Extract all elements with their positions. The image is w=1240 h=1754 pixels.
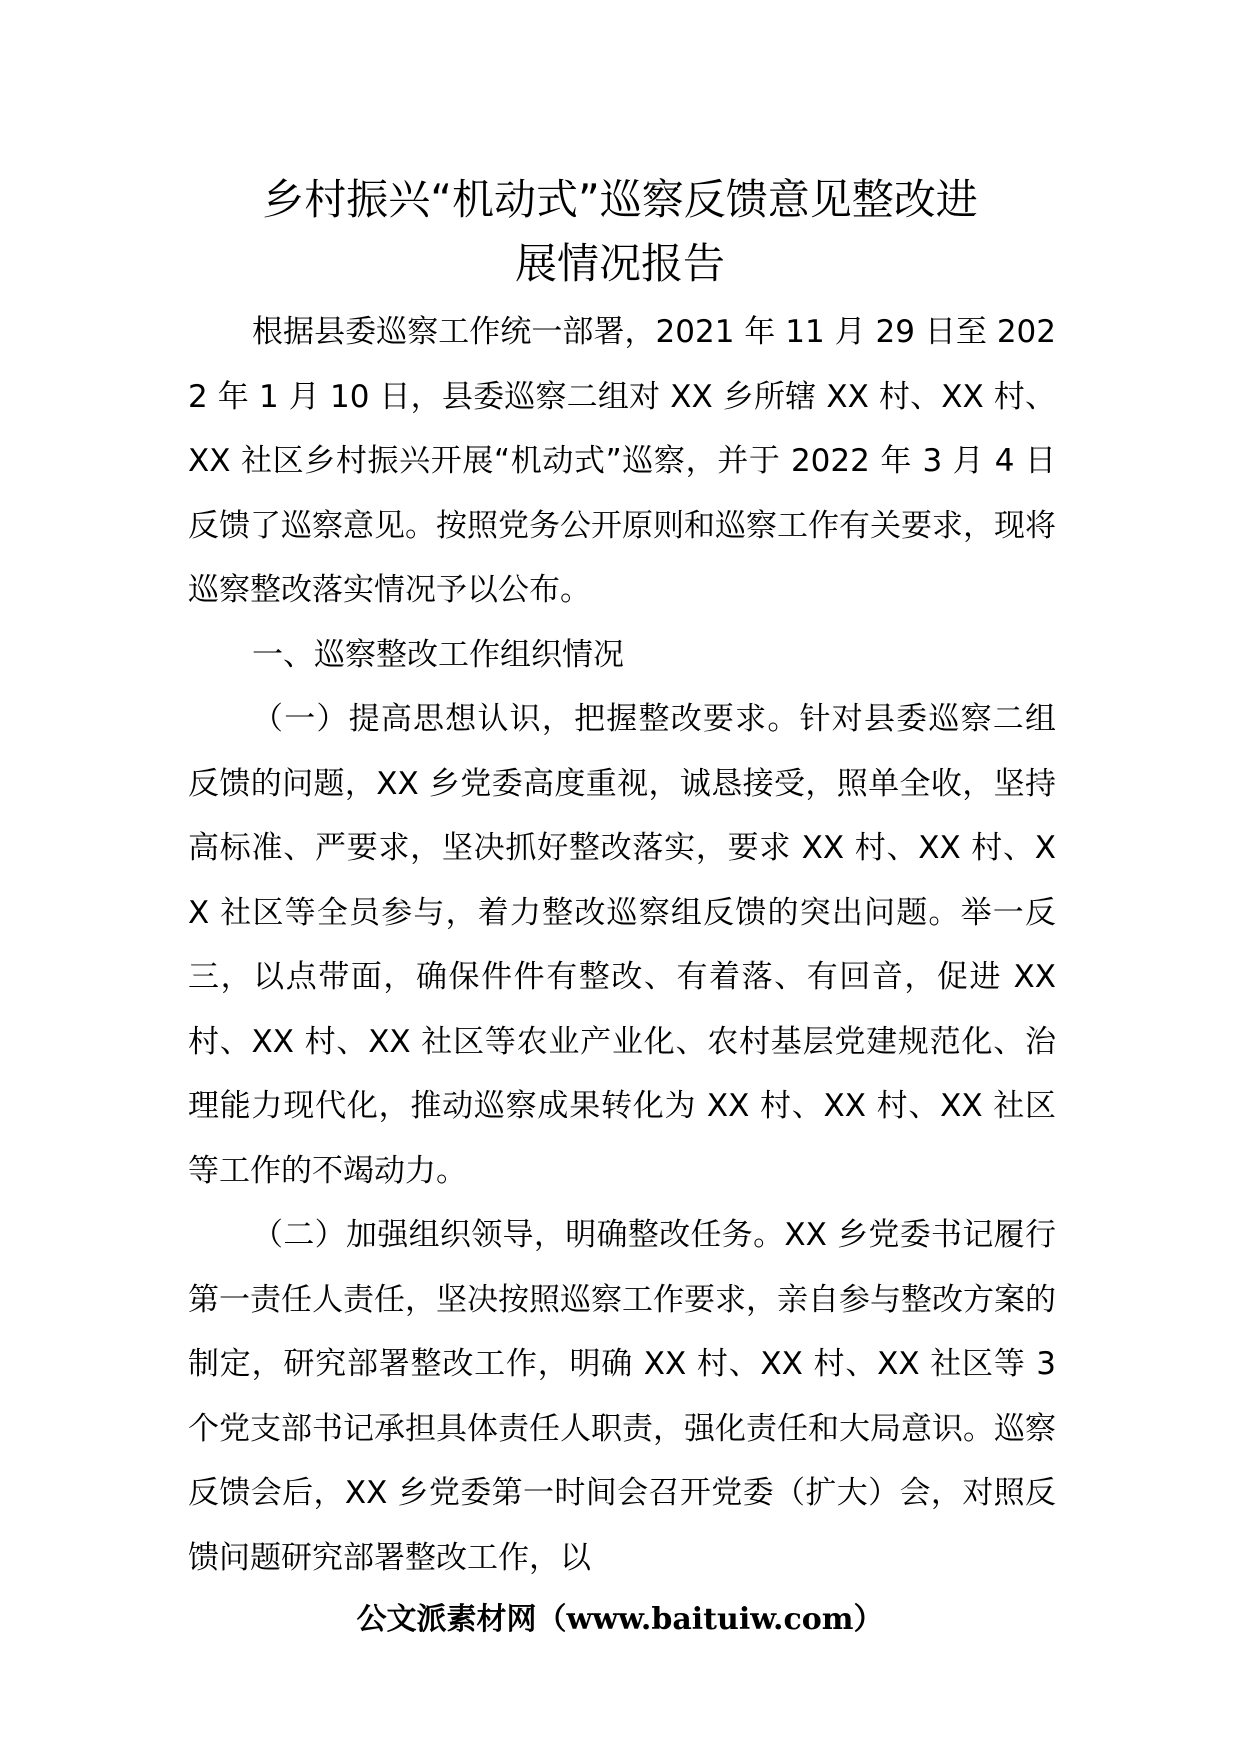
paragraph-item-1: （一）提高思想认识，把握整改要求。针对县委巡察二组反馈的问题，XX 乡党委高度重视，诚恳接受，照单全收，坚持高标准、严要求，坚决抓好整改落实，要求 XX 村、XX 村、XX 社区等全员参与，着力整改巡察组反馈的突出问题。举一反三，以点带面，确保件件有整改、有着落、有回音，促进 XX 村、XX 村、XX 社区等农业产业化、农村基层党建规范化、治理能力现代化，推动巡察成果转化为 XX 村、XX 村、XX 社区等工作的不竭动力。 [188, 701, 1056, 1189]
paragraph-intro: 根据县委巡察工作统一部署，2021 年 11 月 29 日至 2022 年 1 月 10 日，县委巡察二组对 XX 乡所辖 XX 村、XX 村、XX 社区乡村振兴开展“机动式”巡察，并于 2022 年 3 月 4 日反馈了巡察意见。按照党务公开原则和巡察工作有关要求，现将巡察整改落实情况予以公布。 [188, 314, 1056, 608]
source-footer: 公文派素材网（www.baituiw.com） [356, 1602, 884, 1637]
document-body [188, 300, 1056, 1590]
document-title-line-2: 展情况报告 [514, 239, 725, 288]
section-heading: 一、巡察整改工作组织情况 [252, 636, 624, 673]
document-title-line-1: 乡村振兴“机动式”巡察反馈意见整改进 [262, 175, 978, 224]
paragraph-item-2: （二）加强组织领导，明确整改任务。XX 乡党委书记履行第一责任人责任，坚决按照巡察工作要求，亲自参与整改方案的制定，研究部署整改工作，明确 XX 村、XX 村、XX 社区等 3 个党支部书记承担具体责任人职责，强化责任和大局意识。巡察反馈会后，XX 乡党委第一时间会召开党委（扩大）会，对照反馈问题研究部署整改工作，以 [188, 1217, 1056, 1576]
